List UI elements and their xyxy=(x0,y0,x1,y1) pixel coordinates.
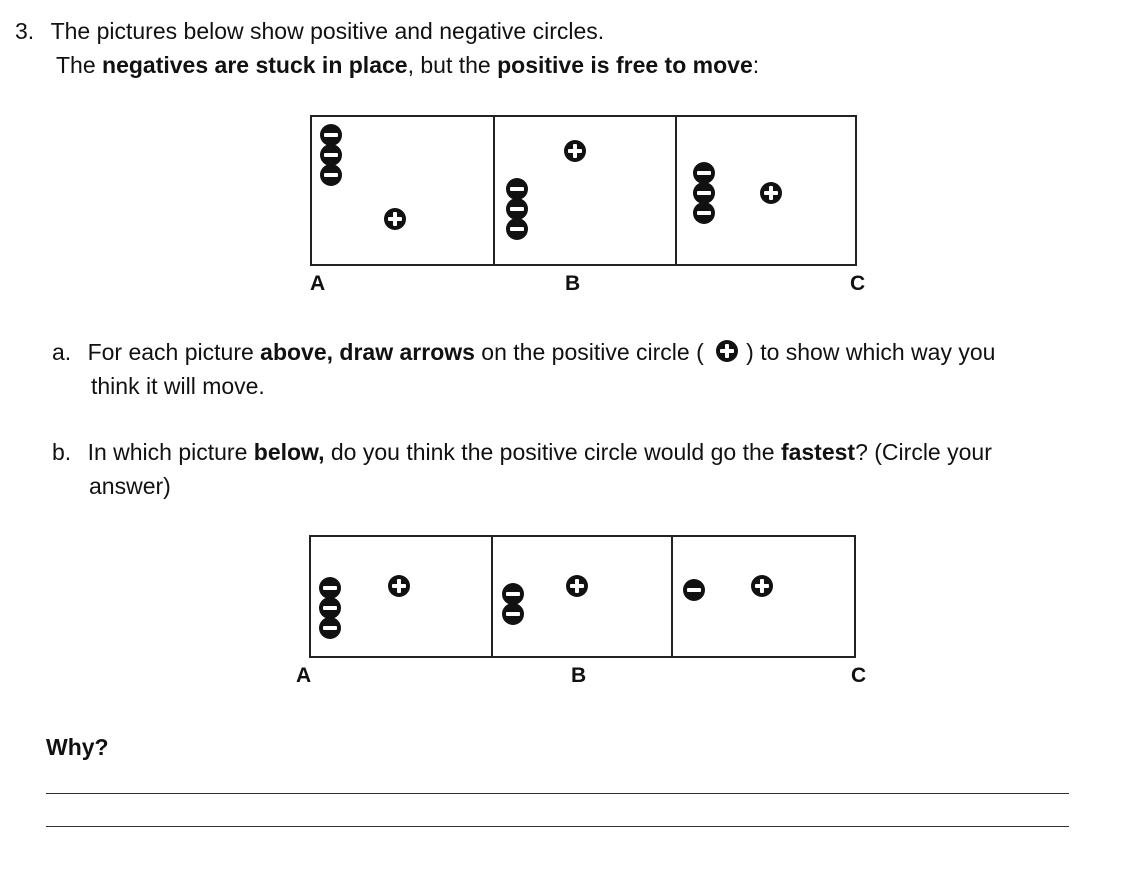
negative-charge-icon xyxy=(506,198,528,220)
part-b-line-2: answer) xyxy=(89,473,171,499)
bottom-panel-label-a: A xyxy=(296,664,312,687)
negative-charge-icon xyxy=(502,603,524,625)
part-a-line-2: think it will move. xyxy=(91,373,265,399)
emphasis-positive: positive is free to move xyxy=(497,52,753,78)
positive-charge-icon[interactable] xyxy=(388,575,410,597)
bottom-panel-label-c: C xyxy=(851,664,867,687)
emphasis-negatives: negatives are stuck in place xyxy=(102,52,408,78)
negative-charge-icon xyxy=(506,218,528,240)
negative-charge-icon xyxy=(693,182,715,204)
negative-charge-icon xyxy=(319,577,341,599)
question-text: The pictures below show positive and negative circles. xyxy=(50,18,605,44)
negative-charge-icon xyxy=(320,164,342,186)
negative-charge-icon xyxy=(502,583,524,605)
question-line-2: The negatives are stuck in place, but the positive is free to move: xyxy=(56,52,760,78)
part-a-line-1: a. For each picture above, draw arrows on the positive circle ( ) to show which way you xyxy=(52,339,996,365)
negative-charge-icon xyxy=(506,178,528,200)
top-panel-label-b: B xyxy=(565,272,581,295)
top-panel-c[interactable] xyxy=(675,115,857,266)
answer-line-2[interactable] xyxy=(46,826,1069,827)
negative-charge-icon xyxy=(319,617,341,639)
top-panel-a[interactable] xyxy=(310,115,495,266)
positive-charge-icon[interactable] xyxy=(384,208,406,230)
top-panel-label-a: A xyxy=(310,272,326,295)
negative-charge-icon xyxy=(683,579,705,601)
answer-line-1[interactable] xyxy=(46,793,1069,794)
negative-charge-icon xyxy=(320,124,342,146)
bottom-panel-label-b: B xyxy=(571,664,587,687)
negative-charge-icon xyxy=(320,144,342,166)
positive-charge-icon[interactable] xyxy=(566,575,588,597)
bottom-panel-a[interactable] xyxy=(309,535,493,658)
top-panel-b[interactable] xyxy=(493,115,677,266)
positive-charge-icon[interactable] xyxy=(751,575,773,597)
question-line-1 xyxy=(15,17,604,45)
why-label: Why? xyxy=(46,734,109,760)
part-b-line-1: b. In which picture below, do you think the positive circle would go the fastest? (Circle your xyxy=(52,439,992,465)
negative-charge-icon xyxy=(319,597,341,619)
negative-charge-icon xyxy=(693,162,715,184)
positive-charge-icon xyxy=(716,340,738,362)
negative-charge-icon xyxy=(693,202,715,224)
positive-charge-icon[interactable] xyxy=(760,182,782,204)
bottom-panel-c[interactable] xyxy=(671,535,856,658)
question-number: 3. xyxy=(15,18,35,44)
top-panel-label-c: C xyxy=(850,272,866,295)
part-a-marker: a. xyxy=(52,339,72,365)
positive-charge-icon[interactable] xyxy=(564,140,586,162)
bottom-panel-b[interactable] xyxy=(491,535,673,658)
part-b-marker: b. xyxy=(52,439,72,465)
